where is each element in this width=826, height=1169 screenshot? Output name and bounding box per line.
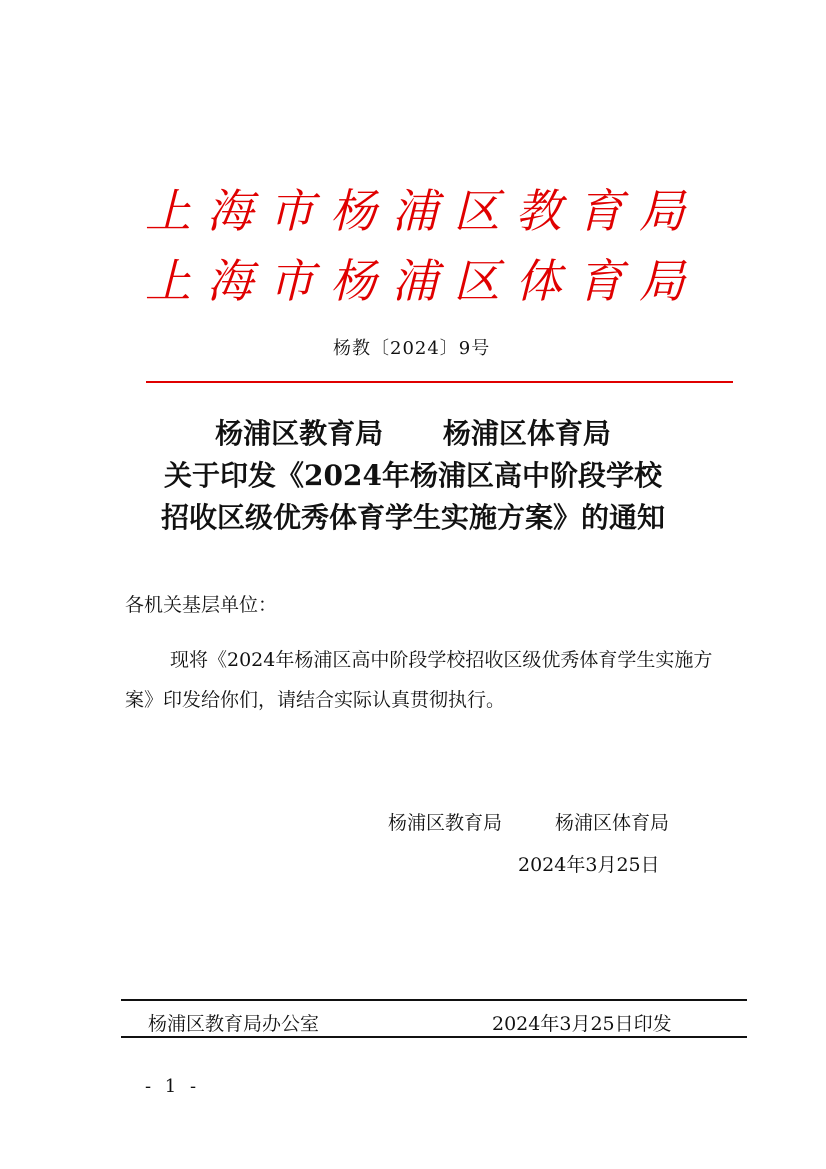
footer-top-rule <box>121 999 747 1001</box>
issuer-char: 区 <box>453 254 500 308</box>
document-number: 杨教〔2024〕9号 <box>333 338 491 359</box>
issuer-char: 体 <box>515 254 562 308</box>
issuer-char: 浦 <box>392 184 438 238</box>
issuer-char: 育 <box>577 254 624 308</box>
signature-org-education: 杨浦区教育局 <box>388 812 503 834</box>
footer-bottom-rule <box>121 1036 747 1038</box>
body-paragraph: 现将《2024年杨浦区高中阶段学校招收区级优秀体育学生实施方案》印发给你们，请结合实际认真贯彻执行。 <box>125 649 713 711</box>
issuer-char: 海 <box>206 254 253 308</box>
footer-office: 杨浦区教育局办公室 <box>148 1013 320 1035</box>
issuer-char: 局 <box>639 254 685 308</box>
issuer-char: 上 <box>145 184 191 238</box>
issuer-char: 市 <box>268 184 315 238</box>
title-line-2: 关于印发《2024年杨浦区高中阶段学校 <box>164 459 662 492</box>
signature-org-sports: 杨浦区体育局 <box>555 812 670 834</box>
footer-print-date: 2024年3月25日印发 <box>492 1013 672 1035</box>
salutation: 各机关基层单位： <box>125 594 278 616</box>
red-separator-line <box>146 381 733 383</box>
page-number: - 1 - <box>145 1076 201 1097</box>
issuer-char: 市 <box>268 254 315 308</box>
issuer-char: 区 <box>453 184 500 238</box>
title-line-1: 杨浦区教育局 杨浦区体育局 <box>215 417 611 450</box>
issuer-char: 浦 <box>392 254 438 308</box>
issuer-char: 杨 <box>330 254 377 308</box>
issuer-char: 教 <box>515 184 562 238</box>
issuer-char: 育 <box>577 184 624 238</box>
issuer-name-sports <box>145 253 685 309</box>
issuer-char: 海 <box>206 184 253 238</box>
signature-date: 2024年3月25日 <box>518 854 660 876</box>
title-line-3: 招收区级优秀体育学生实施方案》的通知 <box>160 501 665 534</box>
issuer-char: 局 <box>639 184 685 238</box>
issuer-name-education <box>145 183 685 239</box>
issuer-char: 杨 <box>330 184 377 238</box>
issuer-char: 上 <box>145 254 191 308</box>
